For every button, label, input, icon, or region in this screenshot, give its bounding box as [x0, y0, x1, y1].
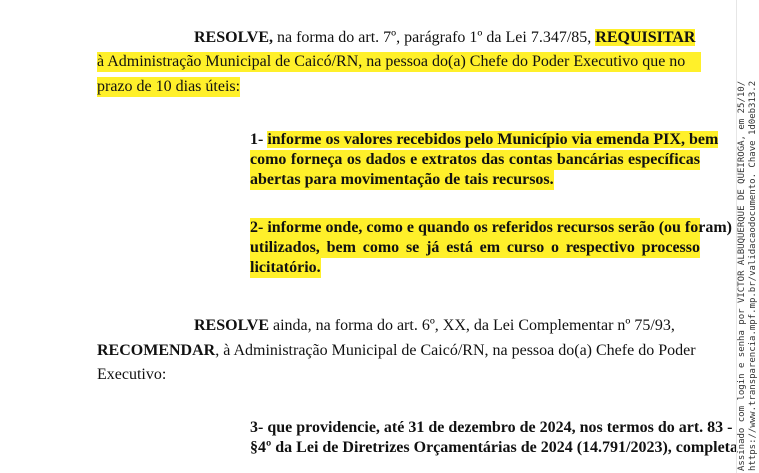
recommend-line-3: Executivo: — [97, 366, 167, 383]
item-1-text: informe os valores recebidos pelo Município via emenda PIX, bem — [267, 131, 719, 148]
resolve-line-2: à Administração Municipal de Caicó/RN, na pessoa do(a) Chefe do Poder Executivo que no — [97, 52, 701, 72]
item-3-line-2: §4º da Lei de Diretrizes Orçamentárias de 2024 (14.791/2023), completa — [250, 439, 738, 456]
recommend-line-1: RESOLVE ainda, na forma do art. 6º, XX, da Lei Complementar nº 75/93, — [194, 317, 675, 334]
recomendar-keyword: RECOMENDAR — [97, 342, 216, 359]
resolve-line-1 — [194, 28, 695, 48]
item-1-number: 1- — [250, 131, 268, 148]
item-1-line-3: abertas para movimentação de tais recursos. — [250, 171, 554, 188]
requisitar-keyword: REQUISITAR — [595, 29, 696, 46]
resolve-keyword: RESOLVE, — [194, 29, 273, 46]
item-2-line-3: licitatório. — [250, 259, 321, 276]
item-3-line-1: 3- que providencie, até 31 de dezembro de 2024, nos termos do art. 83 - — [250, 419, 733, 436]
resolve-line-3: prazo de 10 dias úteis: — [97, 78, 241, 95]
resolve-keyword-2: RESOLVE — [194, 317, 269, 334]
item-2-line-1: 2- informe onde, como e quando os referidos recursos serão (ou foram) — [250, 219, 733, 236]
item-1-line-1 — [250, 130, 719, 150]
signature-sidebar — [736, 0, 759, 473]
item-1-line-2: como forneça os dados e extratos das contas bancárias específicas — [250, 151, 700, 168]
recommend-line-2: RECOMENDAR, à Administração Municipal de Caicó/RN, na pessoa do(a) Chefe do Poder — [97, 342, 696, 359]
item-2-line-2: utilizados, bem como se já está em curso o respectivo processo — [250, 239, 700, 256]
signature-line-2: https://www.transparencia.mpf.mp.br/validacaodocumento. Chave 1d0eb313.2 — [748, 80, 758, 471]
signature-line-1: Assinado com login e senha por VICTOR ALBUQUERQUE DE QUEIROGA, em 25/10/ — [737, 80, 747, 471]
resolve-text: na forma do art. 7º, parágrafo 1º da Lei 7.347/85, — [273, 29, 596, 46]
